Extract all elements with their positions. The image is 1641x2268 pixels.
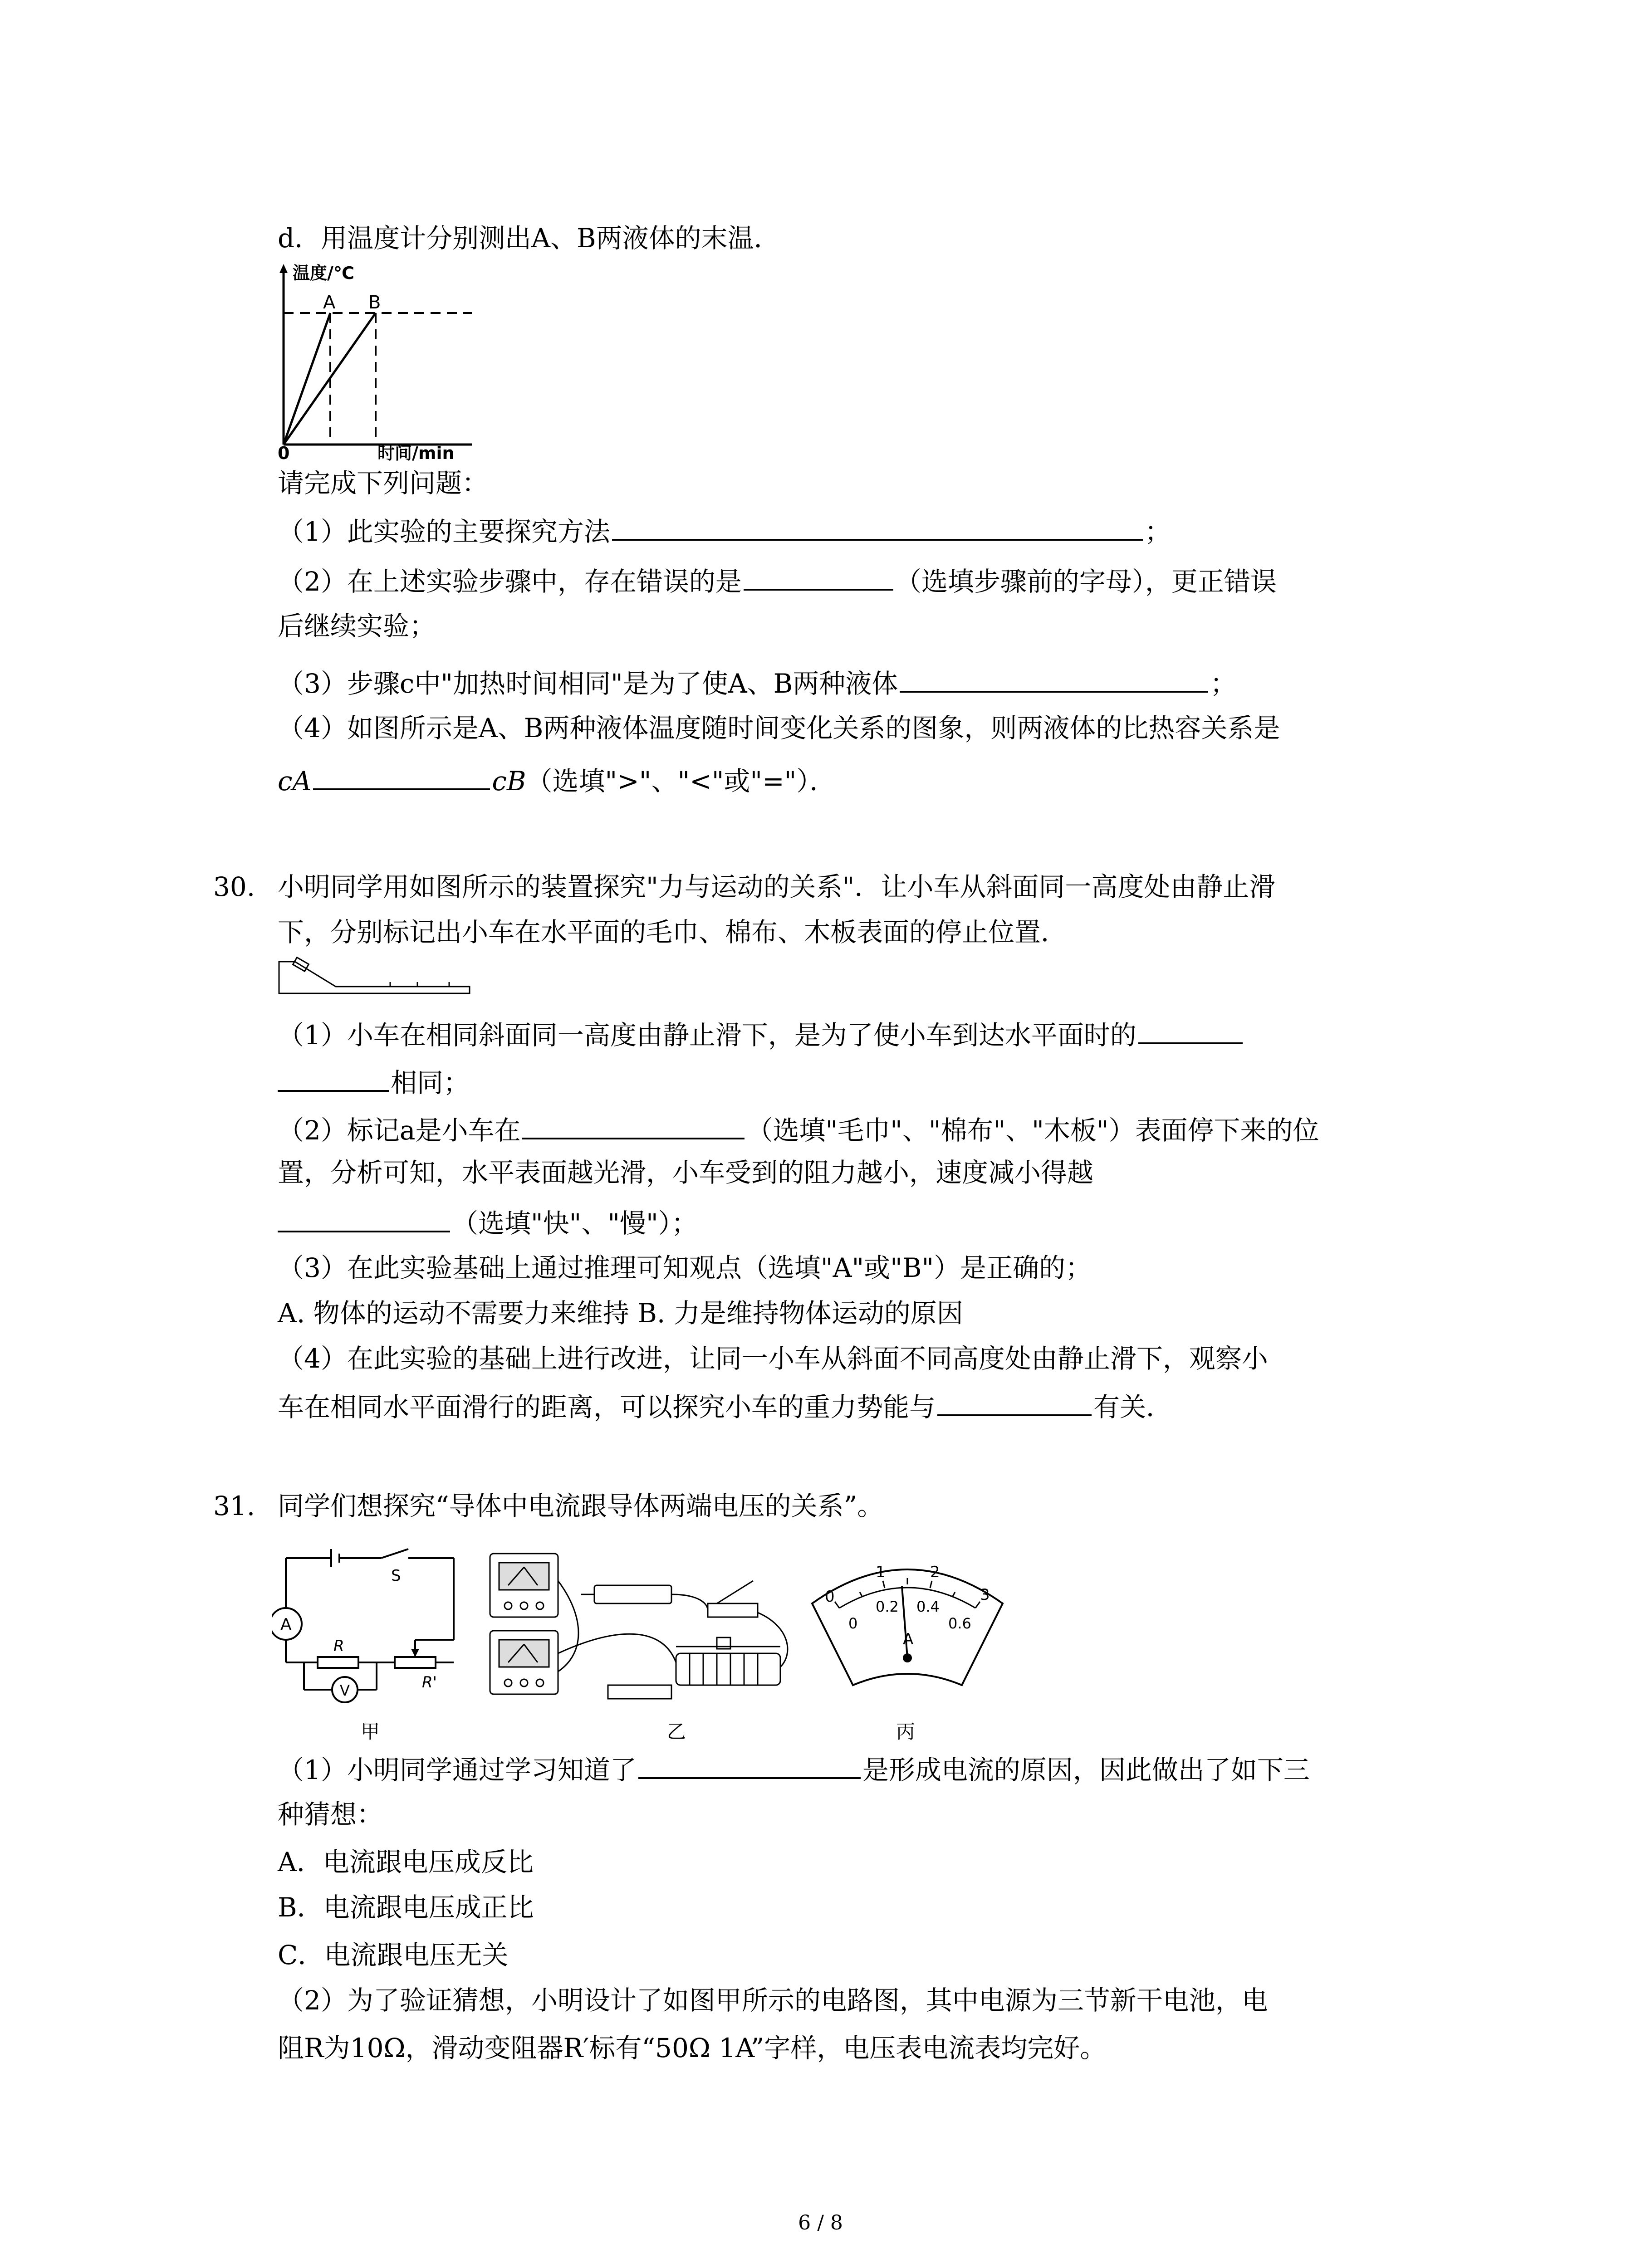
q29-part4: （4）如图所示是A、B两种液体温度随时间变化关系的图象，则两液体的比热容关系是 xyxy=(278,713,1280,743)
dial-top-3: 3 xyxy=(980,1586,990,1604)
dial-top-2: 2 xyxy=(930,1563,940,1581)
answer-blank[interactable] xyxy=(278,1204,450,1232)
page-number: 6 / 8 xyxy=(798,2211,843,2234)
answer-blank[interactable] xyxy=(612,513,1143,541)
circuit-diagram xyxy=(272,1540,463,1712)
q30-part1-cont: 相同； xyxy=(278,1064,470,1101)
ammeter-symbol: A xyxy=(280,1615,292,1634)
q29-part4-cont: cA cB（选填">"、"<"或"="）． xyxy=(278,762,836,799)
ammeter-dial xyxy=(803,1549,1012,1699)
dial-bottom-1: 0.2 xyxy=(876,1598,899,1615)
q30-line2: 下，分别标记出小车在水平面的毛巾、棉布、木板表面的停止位置． xyxy=(278,917,1068,948)
answer-blank[interactable] xyxy=(522,1111,745,1139)
voltmeter-symbol: V xyxy=(340,1682,350,1699)
figure-label-bing: 丙 xyxy=(896,1721,916,1743)
q30-part3-options: A. 物体的运动不需要力来维持 B. 力是维持物体运动的原因 xyxy=(278,1298,963,1329)
q30-part2-cont2: （选填"快"、"慢"）； xyxy=(278,1204,698,1242)
q30-part2-cont: 置，分析可知，水平表面越光滑，小车受到的阻力越小，速度减小得越 xyxy=(278,1157,1094,1188)
q29-part2-cont: 后继续实验； xyxy=(278,611,436,641)
dial-top-0: 0 xyxy=(825,1588,835,1606)
apparatus-photo xyxy=(481,1535,808,1712)
dial-bottom-3: 0.6 xyxy=(948,1615,971,1632)
q31-option-c: C．电流跟电压无关 xyxy=(278,1940,509,1970)
q30-part2: （2）标记a是小车在 （选填"毛巾"、"棉布"、"木板"）表面停下来的位 xyxy=(278,1111,1319,1149)
q30-part4-cont: 车在相同水平面滑行的距离，可以探究小车的重力势能与 有关． xyxy=(278,1388,1172,1425)
answer-blank[interactable] xyxy=(278,1064,389,1092)
graph-origin: 0 xyxy=(278,443,290,463)
q30-part3: （3）在此实验基础上通过推理可知观点（选填"A"或"B"）是正确的； xyxy=(278,1252,1092,1283)
q31-line1: 同学们想探究“导体中电流跟导体两端电压的关系”。 xyxy=(278,1491,884,1521)
q29-intro: 请完成下列问题： xyxy=(278,468,489,499)
answer-blank[interactable] xyxy=(313,762,490,790)
q31-number: 31. xyxy=(213,1491,255,1521)
q29-part2: （2）在上述实验步骤中，存在错误的是 （选填步骤前的字母），更正错误 xyxy=(278,562,1277,600)
resistor-label: R xyxy=(333,1637,344,1655)
q30-part1: （1）小车在相同斜面同一高度由静止滑下，是为了使小车到达水平面时的 xyxy=(278,1016,1244,1053)
graph-line-b-label: B xyxy=(368,292,381,313)
dial-bottom-0: 0 xyxy=(848,1615,858,1632)
dial-bottom-2: 0.4 xyxy=(916,1598,940,1615)
q30-line1: 小明同学用如图所示的装置探究"力与运动的关系"．让小车从斜面同一高度处由静止滑 xyxy=(278,871,1276,902)
q31-part2: （2）为了验证猜想，小明设计了如图甲所示的电路图，其中电源为三节新干电池，电 xyxy=(278,1985,1268,2016)
rheostat-label: R' xyxy=(422,1673,437,1691)
q30-number: 30. xyxy=(213,871,255,902)
figure-label-jia: 甲 xyxy=(361,1721,380,1743)
incline-cart-apparatus xyxy=(277,955,472,996)
temperature-time-graph xyxy=(272,263,481,463)
answer-blank[interactable] xyxy=(744,562,893,591)
answer-blank[interactable] xyxy=(937,1388,1092,1416)
q29-part3: （3）步骤c中"加热时间相同"是为了使A、B两种液体 ； xyxy=(278,665,1236,702)
q29-part1: （1）此实验的主要探究方法 ； xyxy=(278,513,1171,550)
graph-line-a-label: A xyxy=(323,292,336,313)
q31-option-a: A．电流跟电压成反比 xyxy=(278,1847,534,1877)
answer-blank[interactable] xyxy=(1138,1016,1243,1044)
q30-part4: （4）在此实验的基础上进行改进，让同一小车从斜面不同高度处由静止滑下，观察小 xyxy=(278,1343,1268,1374)
q31-part1-cont: 种猜想： xyxy=(278,1799,383,1830)
graph-xlabel: 时间/min xyxy=(377,443,455,463)
switch-label: S xyxy=(391,1567,401,1585)
q31-part1: （1）小明同学通过学习知道了 是形成电流的原因，因此做出了如下三 xyxy=(278,1751,1310,1788)
answer-blank[interactable] xyxy=(900,665,1208,693)
dial-top-1: 1 xyxy=(876,1563,886,1581)
q29-step-d: d．用温度计分别测出A、B两液体的末温． xyxy=(278,223,780,254)
dial-unit: A xyxy=(903,1630,914,1648)
graph-ylabel: 温度/℃ xyxy=(293,263,354,283)
answer-blank[interactable] xyxy=(638,1751,861,1779)
figure-label-yi: 乙 xyxy=(667,1721,686,1743)
q31-option-b: B．电流跟电压成正比 xyxy=(278,1892,534,1923)
q31-part2-cont: 阻R为10Ω，滑动变阻器R′标有“50Ω 1A”字样，电压表电流表均完好。 xyxy=(278,2033,1107,2063)
